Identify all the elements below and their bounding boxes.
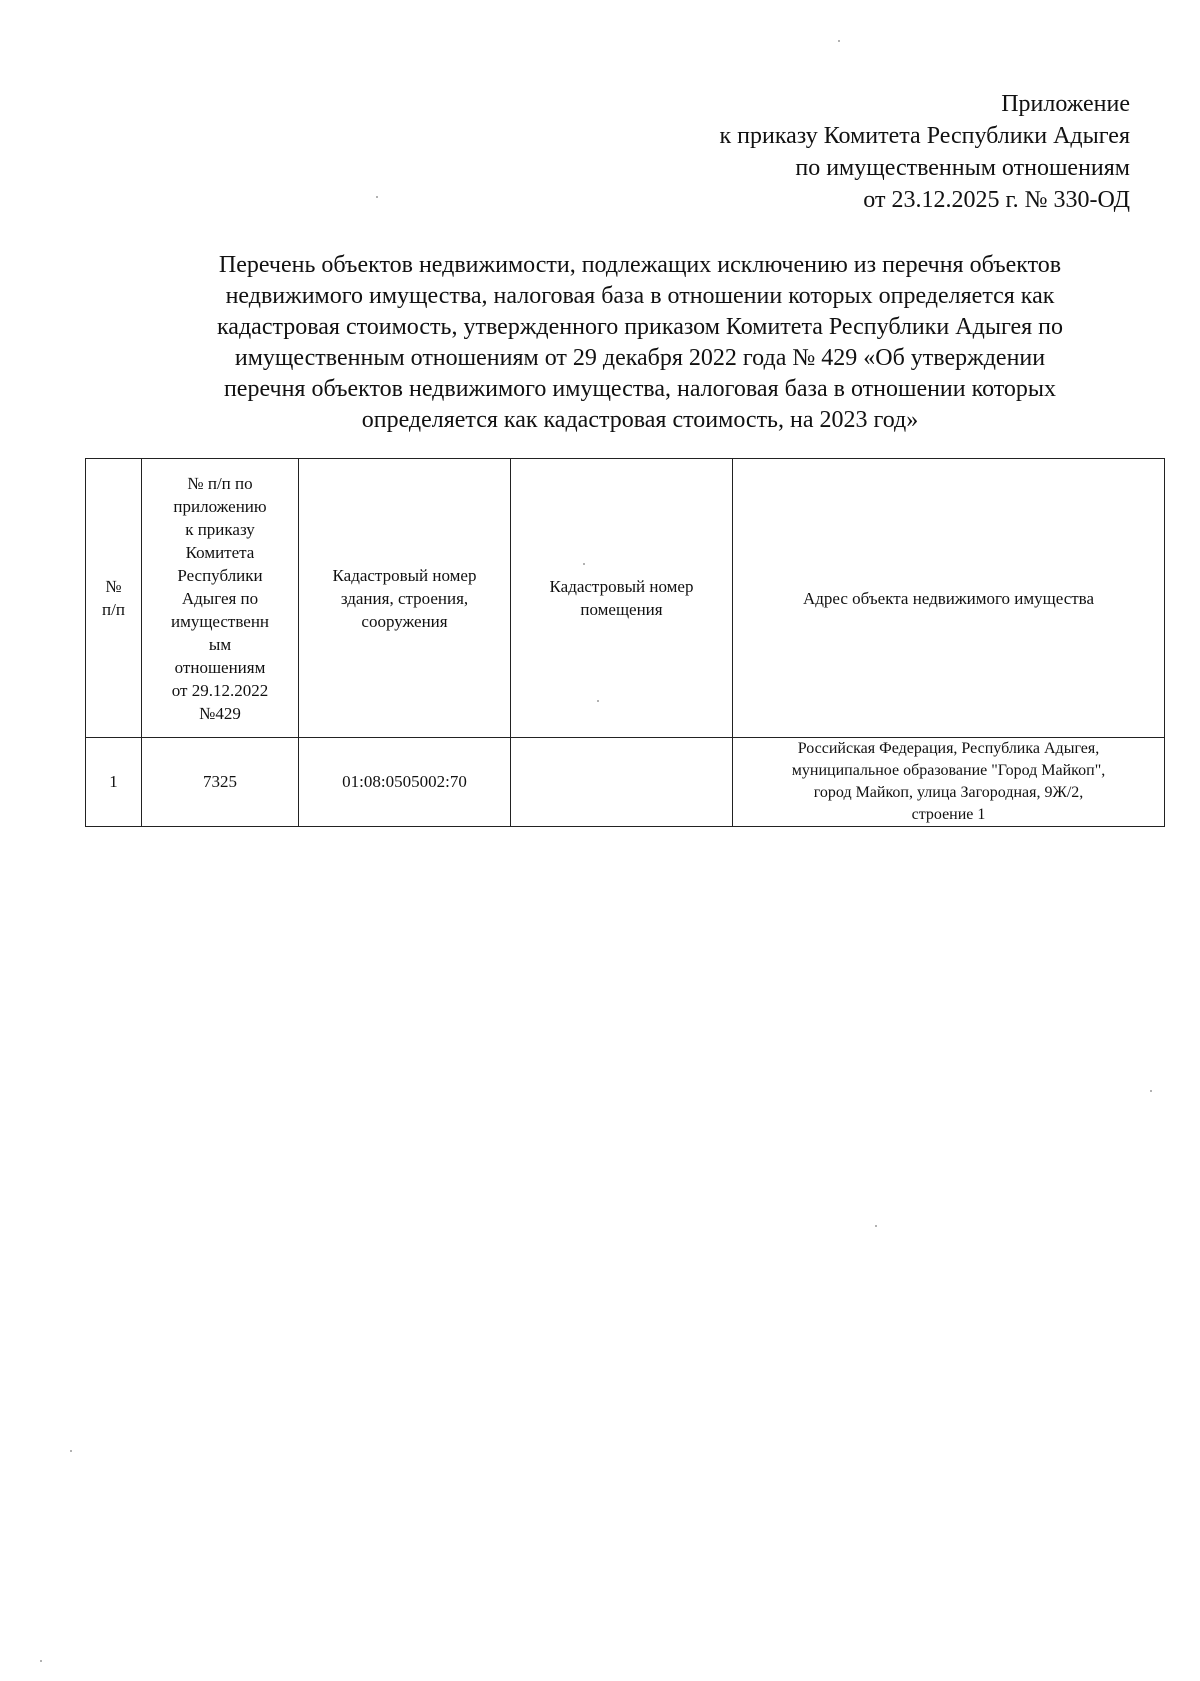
title-line: недвижимого имущества, налоговая база в отношении которых определяется как bbox=[225, 283, 1055, 309]
appendix-line: от 23.12.2025 г. № 330-ОД bbox=[863, 187, 1130, 213]
scan-speck bbox=[583, 563, 585, 565]
cell-building-cadastral: 01:08:0505002:70 bbox=[299, 738, 511, 827]
cell-room-cadastral bbox=[511, 738, 733, 827]
header-room-cadastral: Кадастровый номер помещения bbox=[511, 459, 733, 738]
table-header-row bbox=[86, 459, 1165, 738]
scan-speck bbox=[1150, 1090, 1152, 1092]
appendix-block bbox=[719, 88, 1130, 216]
appendix-line: Приложение bbox=[1001, 91, 1130, 117]
title-line: Перечень объектов недвижимости, подлежащих исключению из перечня объектов bbox=[218, 252, 1062, 278]
scan-speck bbox=[40, 1660, 42, 1662]
cell-appendix-num: 7325 bbox=[142, 738, 299, 827]
header-building-cadastral: Кадастровый номер здания, строения, сооружения bbox=[299, 459, 511, 738]
scan-speck bbox=[376, 196, 378, 198]
title-line: кадастровая стоимость, утвержденного приказом Комитета Республики Адыгея по bbox=[217, 314, 1063, 340]
appendix-line: по имущественным отношениям bbox=[795, 155, 1130, 181]
cell-num: 1 bbox=[86, 738, 142, 827]
title-line: перечня объектов недвижимого имущества, налоговая база в отношении которых bbox=[223, 376, 1057, 402]
title-line: определяется как кадастровая стоимость, на 2023 год» bbox=[361, 407, 919, 433]
scan-speck bbox=[597, 700, 599, 702]
header-appendix-num: № п/п по приложению к приказу Комитета Республики Адыгея по имущественн ым отношениям от 29.12.2022 №429 bbox=[142, 459, 299, 738]
cell-address: Российская Федерация, Республика Адыгея, муниципальное образование "Город Майкоп", город Майкоп, улица Загородная, 9Ж/2, строение 1 bbox=[733, 738, 1165, 827]
header-address: Адрес объекта недвижимого имущества bbox=[733, 459, 1165, 738]
scan-speck bbox=[875, 1225, 877, 1227]
title-line: имущественным отношениям от 29 декабря 2022 года № 429 «Об утверждении bbox=[234, 345, 1046, 371]
objects-table bbox=[85, 458, 1165, 827]
scan-speck bbox=[70, 1450, 72, 1452]
scan-speck bbox=[838, 40, 840, 42]
document-title bbox=[135, 250, 1145, 436]
appendix-line: к приказу Комитета Республики Адыгея bbox=[719, 123, 1130, 149]
table-row bbox=[86, 738, 1165, 827]
header-num: № п/п bbox=[86, 459, 142, 738]
